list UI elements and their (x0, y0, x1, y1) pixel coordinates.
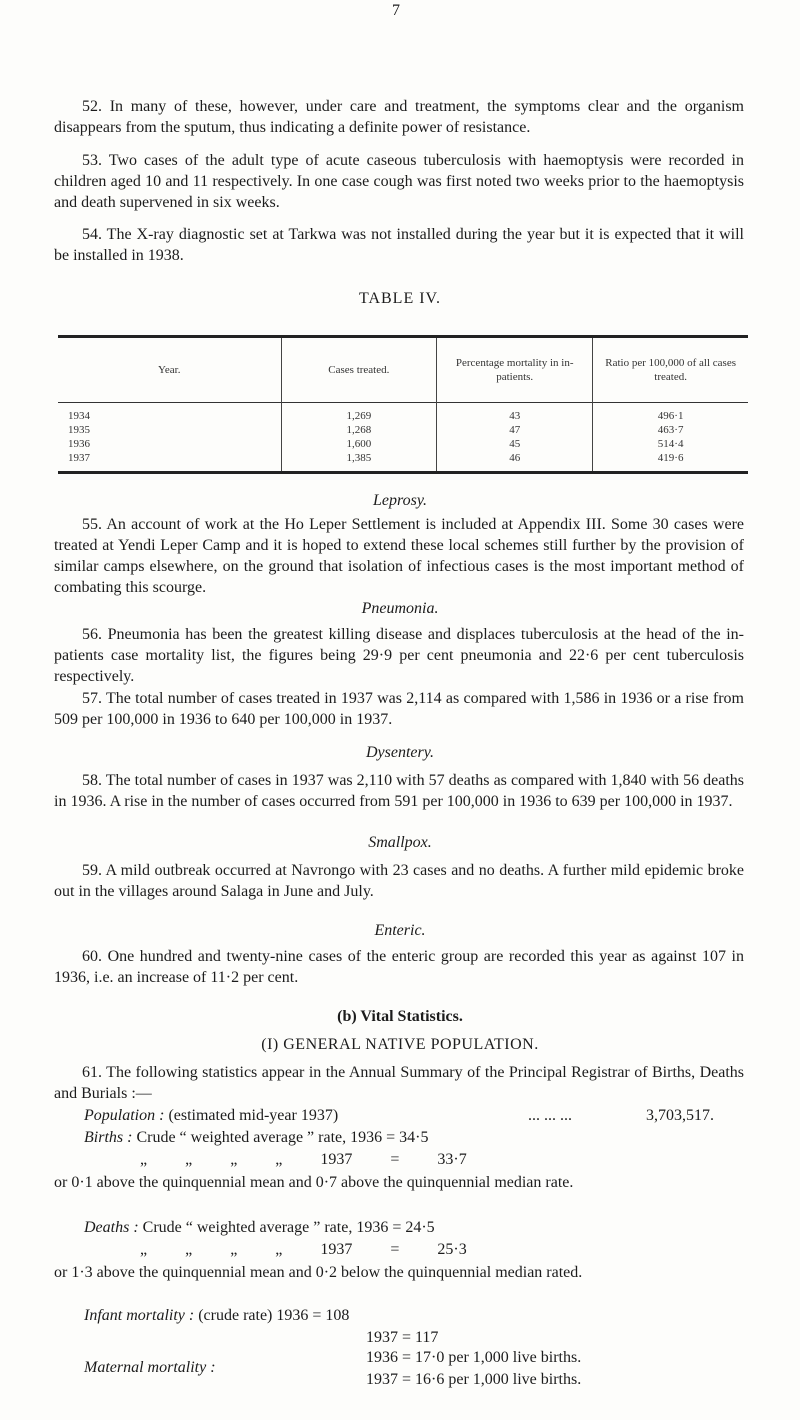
cell-mortality: 47 (437, 423, 593, 437)
cell-ratio: 463·7 (593, 423, 748, 437)
table-row (58, 423, 748, 437)
cell-cases: 1,269 (281, 403, 437, 424)
header-ratio: Ratio per 100,000 of all cases treated. (593, 337, 748, 403)
cell-mortality: 45 (437, 437, 593, 451)
births-row (84, 1128, 428, 1148)
deaths-label: Deaths : (84, 1219, 139, 1236)
paragraph-55: 55. An account of work at the Ho Leper Settlement is included at Appendix III. Some 30 cases were treated at Yendi Leper Camp and it is hoped to extend these local schemes still further by the provision of similar camps elsewhere, on the ground that isolation of infectious cases is the most important method of combating this scourge. (54, 516, 744, 596)
cell-mortality: 46 (437, 451, 593, 473)
cell-cases: 1,600 (281, 437, 437, 451)
deaths-note: or 1·3 above the quinquennial mean and 0·2 below the quinquennial median rated. (54, 1264, 583, 1281)
cell-mortality: 43 (437, 403, 593, 424)
page-number: 7 (392, 2, 400, 19)
population-value: 3,703,517. (646, 1107, 714, 1124)
cell-year: 1937 (68, 452, 90, 464)
paragraph-60: 60. One hundred and twenty-nine cases of the enteric group are recorded this year as against 107 in 1936, i.e. an increase of 11·2 per cent. (54, 948, 744, 986)
general-population-heading: (I) GENERAL NATIVE POPULATION. (261, 1036, 539, 1053)
deaths-row (84, 1218, 435, 1238)
pneumonia-heading: Pneumonia. (361, 600, 439, 617)
paragraph-57: 57. The total number of cases treated in 1937 was 2,114 as compared with 1,586 in 1936 or a rise from 509 per 100,000 in 1936 to 640 per 100,000 in 1937. (54, 690, 744, 728)
paragraph-59: 59. A mild outbreak occurred at Navrongo with 23 cases and no deaths. A further mild epidemic broke out in the villages around Salaga in June and July. (54, 862, 744, 900)
table-row (58, 437, 748, 451)
table-title: TABLE IV. (358, 290, 442, 307)
births-label: Births : (84, 1129, 133, 1146)
vital-statistics-heading: (b) Vital Statistics. (337, 1008, 463, 1025)
maternal-1937: 1937 = 16·6 per 1,000 live births. (366, 1371, 582, 1388)
births-text: Crude “ weighted average ” rate, 1936 = 34·5 (136, 1129, 429, 1146)
enteric-heading: Enteric. (374, 922, 426, 939)
maternal-label: Maternal mortality : (84, 1359, 216, 1376)
cell-cases: 1,268 (281, 423, 437, 437)
cell-year: 1936 (68, 438, 90, 450)
dysentery-heading: Dysentery. (366, 744, 434, 761)
table-row (58, 451, 748, 473)
infant-row (84, 1306, 349, 1326)
infant-text: (crude rate) 1936 = 108 (198, 1307, 350, 1324)
births-note: or 0·1 above the quinquennial mean and 0·7 above the quinquennial median rate. (54, 1174, 574, 1191)
paragraph-53: 53. Two cases of the adult type of acute caseous tuberculosis with haemoptysis were recorded in children aged 10 and 11 respectively. In one case cough was first noted two weeks prior to the haemoptysis and death supervened in six weeks. (54, 152, 744, 211)
population-dots: ... ... ... (528, 1107, 572, 1124)
cell-ratio: 514·4 (593, 437, 748, 451)
population-text: (estimated mid-year 1937) (168, 1107, 339, 1124)
deaths-ditto: „ „ „ „ 1937 = 25·3 (140, 1241, 467, 1258)
infant-text-1937: 1937 = 117 (366, 1329, 439, 1346)
infant-label: Infant mortality : (84, 1307, 195, 1324)
paragraph-61: 61. The following statistics appear in the Annual Summary of the Principal Registrar of Births, Deaths and Burials :— (54, 1064, 744, 1102)
table-row (58, 403, 748, 424)
population-label: Population : (84, 1107, 165, 1124)
header-year: Year. (158, 364, 181, 376)
population-row (84, 1106, 338, 1126)
paragraph-56: 56. Pneumonia has been the greatest killing disease and displaces tuberculosis at the head of the in-patients case mortality list, the figures being 29·9 per cent pneumonia and 22·6 per cent tuberculosis respectively. (54, 626, 744, 685)
smallpox-heading: Smallpox. (368, 834, 432, 851)
header-cases: Cases treated. (281, 337, 437, 403)
leprosy-heading: Leprosy. (372, 492, 428, 509)
header-mortality: Percentage mortality in in-patients. (437, 337, 593, 403)
cell-year: 1934 (68, 410, 90, 422)
births-ditto: „ „ „ „ 1937 = 33·7 (140, 1151, 467, 1168)
mortality-table (58, 335, 748, 474)
paragraph-52: 52. In many of these, however, under care and treatment, the symptoms clear and the organism disappears from the sputum, thus indicating a definite power of resistance. (54, 98, 744, 136)
cell-year: 1935 (68, 424, 90, 436)
table-header-row (58, 337, 748, 403)
cell-ratio: 496·1 (593, 403, 748, 424)
deaths-text: Crude “ weighted average ” rate, 1936 = 24·5 (142, 1219, 435, 1236)
cell-ratio: 419·6 (593, 451, 748, 473)
cell-cases: 1,385 (281, 451, 437, 473)
maternal-1936: 1936 = 17·0 per 1,000 live births. (366, 1349, 582, 1366)
paragraph-58: 58. The total number of cases in 1937 was 2,110 with 57 deaths as compared with 1,840 with 56 deaths in 1936. A rise in the number of cases occurred from 591 per 100,000 in 1936 to 639 per 100,000 in 1937. (54, 772, 744, 810)
paragraph-54: 54. The X-ray diagnostic set at Tarkwa was not installed during the year but it is expected that it will be installed in 1938. (54, 226, 744, 264)
